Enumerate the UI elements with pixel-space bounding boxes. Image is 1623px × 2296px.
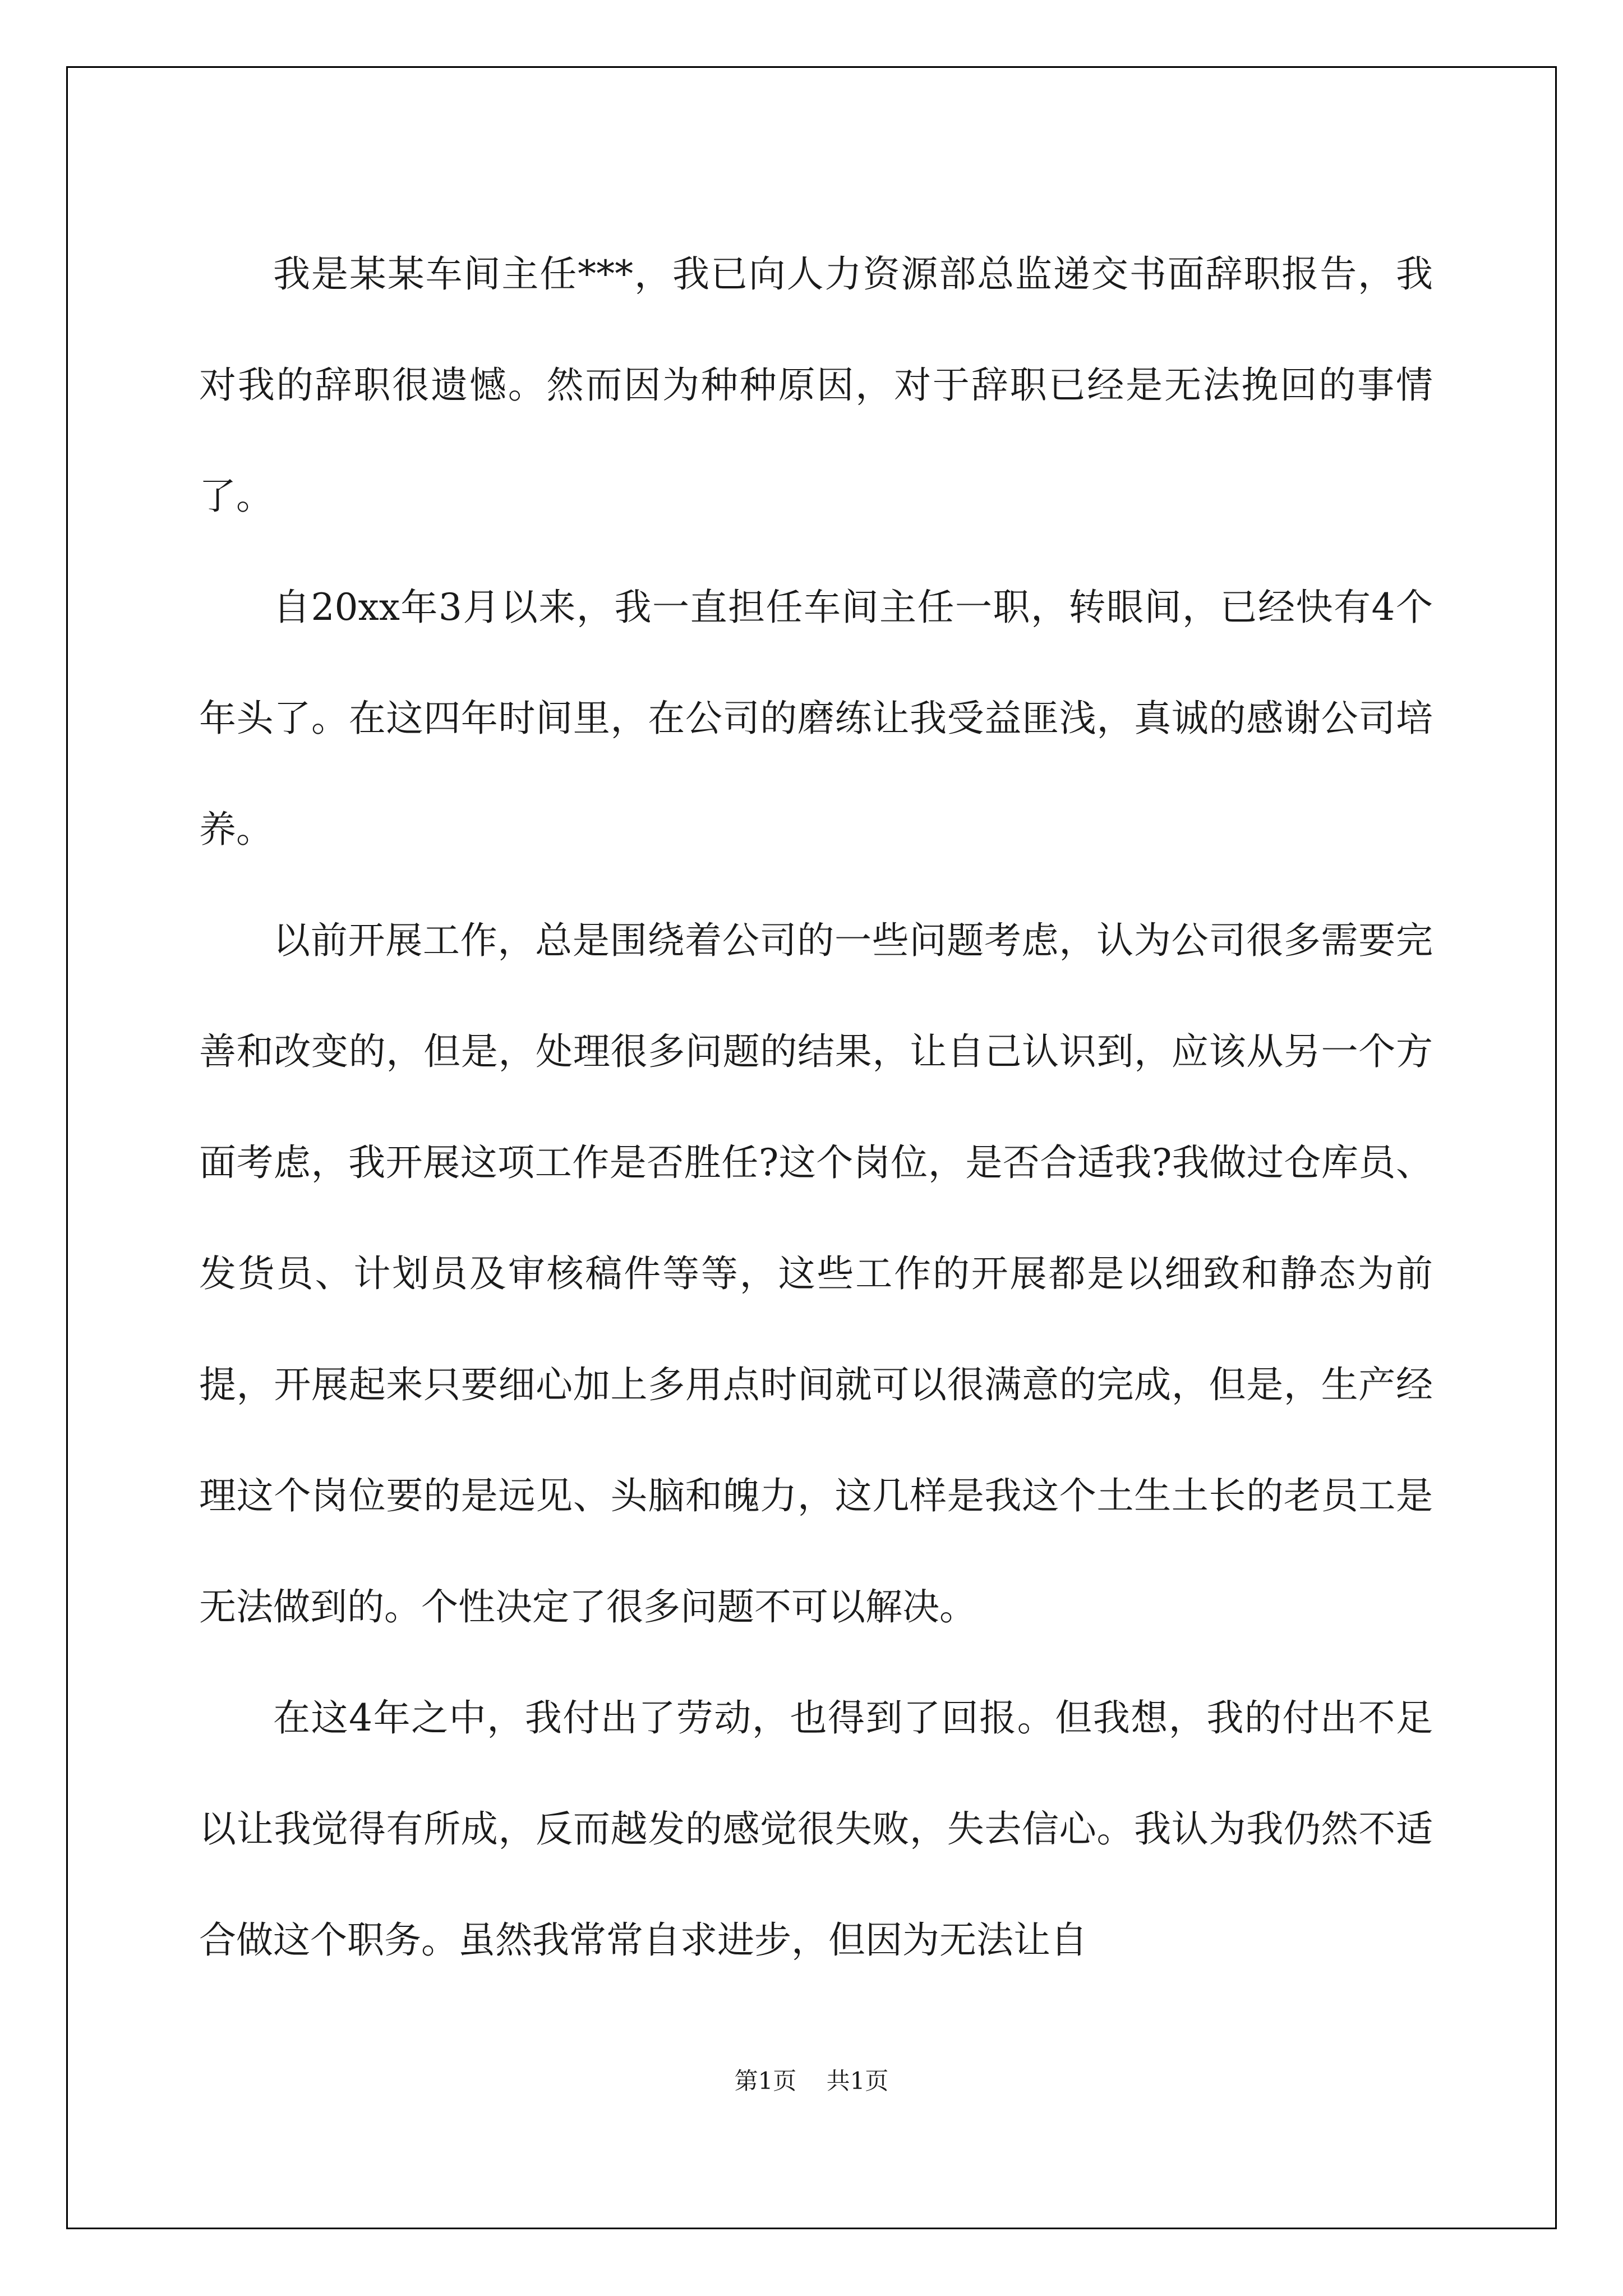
page-total: 共1页: [826, 2067, 889, 2095]
document-body: [199, 219, 1433, 1996]
paragraph-4: 在这4年之中，我付出了劳动，也得到了回报。但我想，我的付出不足以让我觉得有所成，反而越发的感觉很失败，失去信心。我认为我仍然不适合做这个职务。虽然我常常自求进步，但因为无法让自: [199, 1696, 1433, 1962]
page-number: 第1页: [734, 2067, 797, 2095]
page-footer: [0, 2064, 1623, 2098]
paragraph-1: 我是某某车间主任***，我已向人力资源部总监递交书面辞职报告，我对我的辞职很遗憾。然而因为种种原因，对于辞职已经是无法挽回的事情了。: [199, 252, 1433, 518]
paragraph-3: 以前开展工作，总是围绕着公司的一些问题考虑，认为公司很多需要完善和改变的，但是，处理很多问题的结果，让自己认识到，应该从另一个方面考虑，我开展这项工作是否胜任?这个岗位，是否合适我?我做过仓库员、发货员、计划员及审核稿件等等，这些工作的开展都是以细致和静态为前提，开展起来只要细心加上多用点时间就可以很满意的完成，但是，生产经理这个岗位要的是远见、头脑和魄力，这几样是我这个土生土长的老员工是无法做到的。个性决定了很多问题不可以解决。: [199, 919, 1433, 1628]
paragraph-2: 自20xx年3月以来，我一直担任车间主任一职，转眼间，已经快有4个年头了。在这四年时间里，在公司的磨练让我受益匪浅，真诚的感谢公司培养。: [199, 586, 1433, 851]
